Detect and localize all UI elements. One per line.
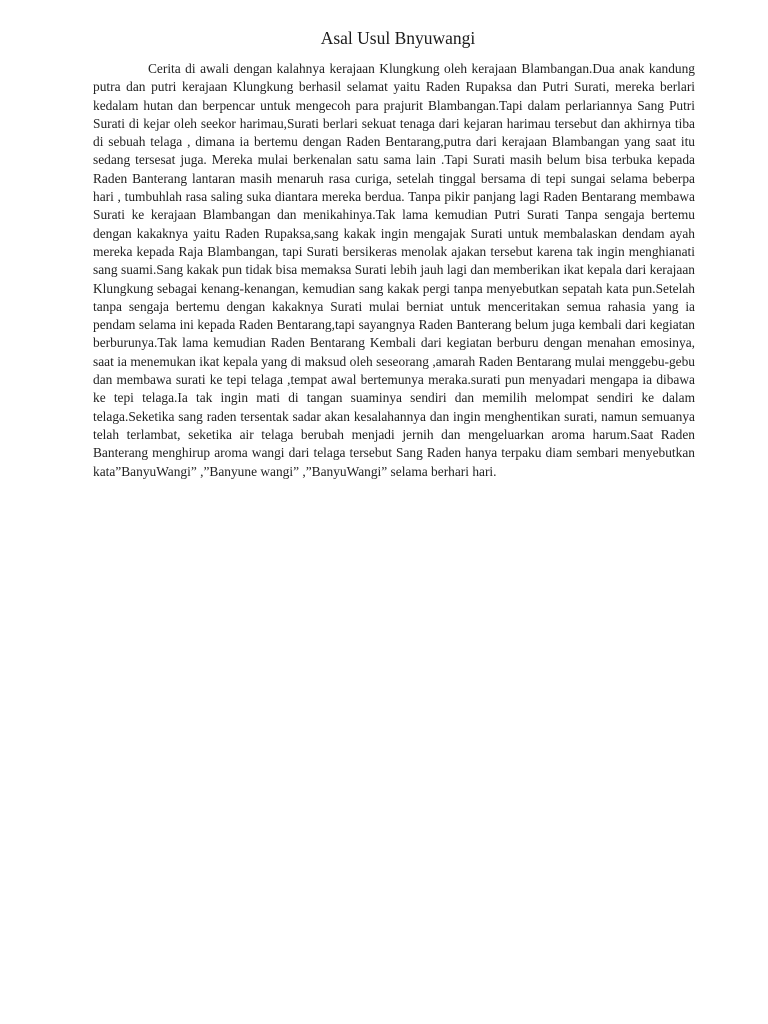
document-body-paragraph: Cerita di awali dengan kalahnya kerajaan Klungkung oleh kerajaan Blambangan.Dua anak kandung putra dan putri kerajaan Klungkung berhasil selamat yaitu Raden Rupaksa dan Putri Surati, mereka berlari kedalam hutan dan berpencar untuk mengecoh para prajurit Blambangan.Tapi dalam perlariannya Sang Putri Surati di kejar oleh seekor harimau,Surati berlari sekuat tenaga dari kejaran harimau tersebut dan akhirnya tiba di sebuah telaga , dimana ia bertemu dengan Raden Bentarang,putra dari kerajaan Blambangan yang saat itu sedang tersesat juga. Mereka mulai berkenalan satu sama lain .Tapi Surati masih belum bisa terbuka kepada Raden Banterang lantaran masih menaruh rasa curiga, setelah tinggal bersama di tepi sungai selama beberpa hari , tumbuhlah rasa saling suka diantara mereka berdua. Tanpa pikir panjang lagi Raden Bentarang membawa Surati ke kerajaan Blambangan dan menikahinya.Tak lama kemudian Putri Surati Tanpa sengaja bertemu dengan kakaknya yaitu Raden Rupaksa,sang kakak ingin mengajak Surati untuk membalaskan dendam ayah mereka kepada Raja Blambangan, tapi Surati bersikeras menolak ajakan tersebut karena tak ingin menghianati sang suami.Sang kakak pun tidak bisa memaksa Surati lebih jauh lagi dan memberikan ikat kepala dari kerajaan Klungkung sebagai kenang-kenangan, kemudian sang kakak pergi tanpa menyebutkan sepatah kata pun.Setelah tanpa sengaja bertemu dengan kakaknya Surati mulai berniat untuk menceritakan semua rahasia yang ia pendam selama ini kepada Raden Bentarang,tapi sayangnya Raden Banterang belum juga kembali dari kegiatan berburunya.Tak lama kemudian Raden Bentarang Kembali dari kegiatan berburu dengan menahan emosinya, saat ia menemukan ikat kepala yang di maksud oleh seseorang ,amarah Raden Bentarang mulai menggebu-gebu dan membawa surati ke tepi telaga ,tempat awal bertemunya meraka.surati pun menyadari mengapa ia dibawa ke tepi telaga.Ia tak ingin mati di tangan suaminya sendiri dan memilih melompat sendiri ke dalam telaga.Seketika sang raden tersentak sadar akan kesalahannya dan ingin menghentikan surati, namun semuanya telah terlambat, seketika air telaga berubah menjadi jernih dan mengeluarkan aroma harum.Saat Raden Banterang menghirup aroma wangi dari telaga tersebut Sang Raden hanya terpaku diam sembari menyebutkan kata”BanyuWangi” ,”Banyune wangi” ,”BanyuWangi” selama berhari hari. <box>93 61 695 479</box>
document-title: Asal Usul Bnyuwangi <box>320 28 476 48</box>
